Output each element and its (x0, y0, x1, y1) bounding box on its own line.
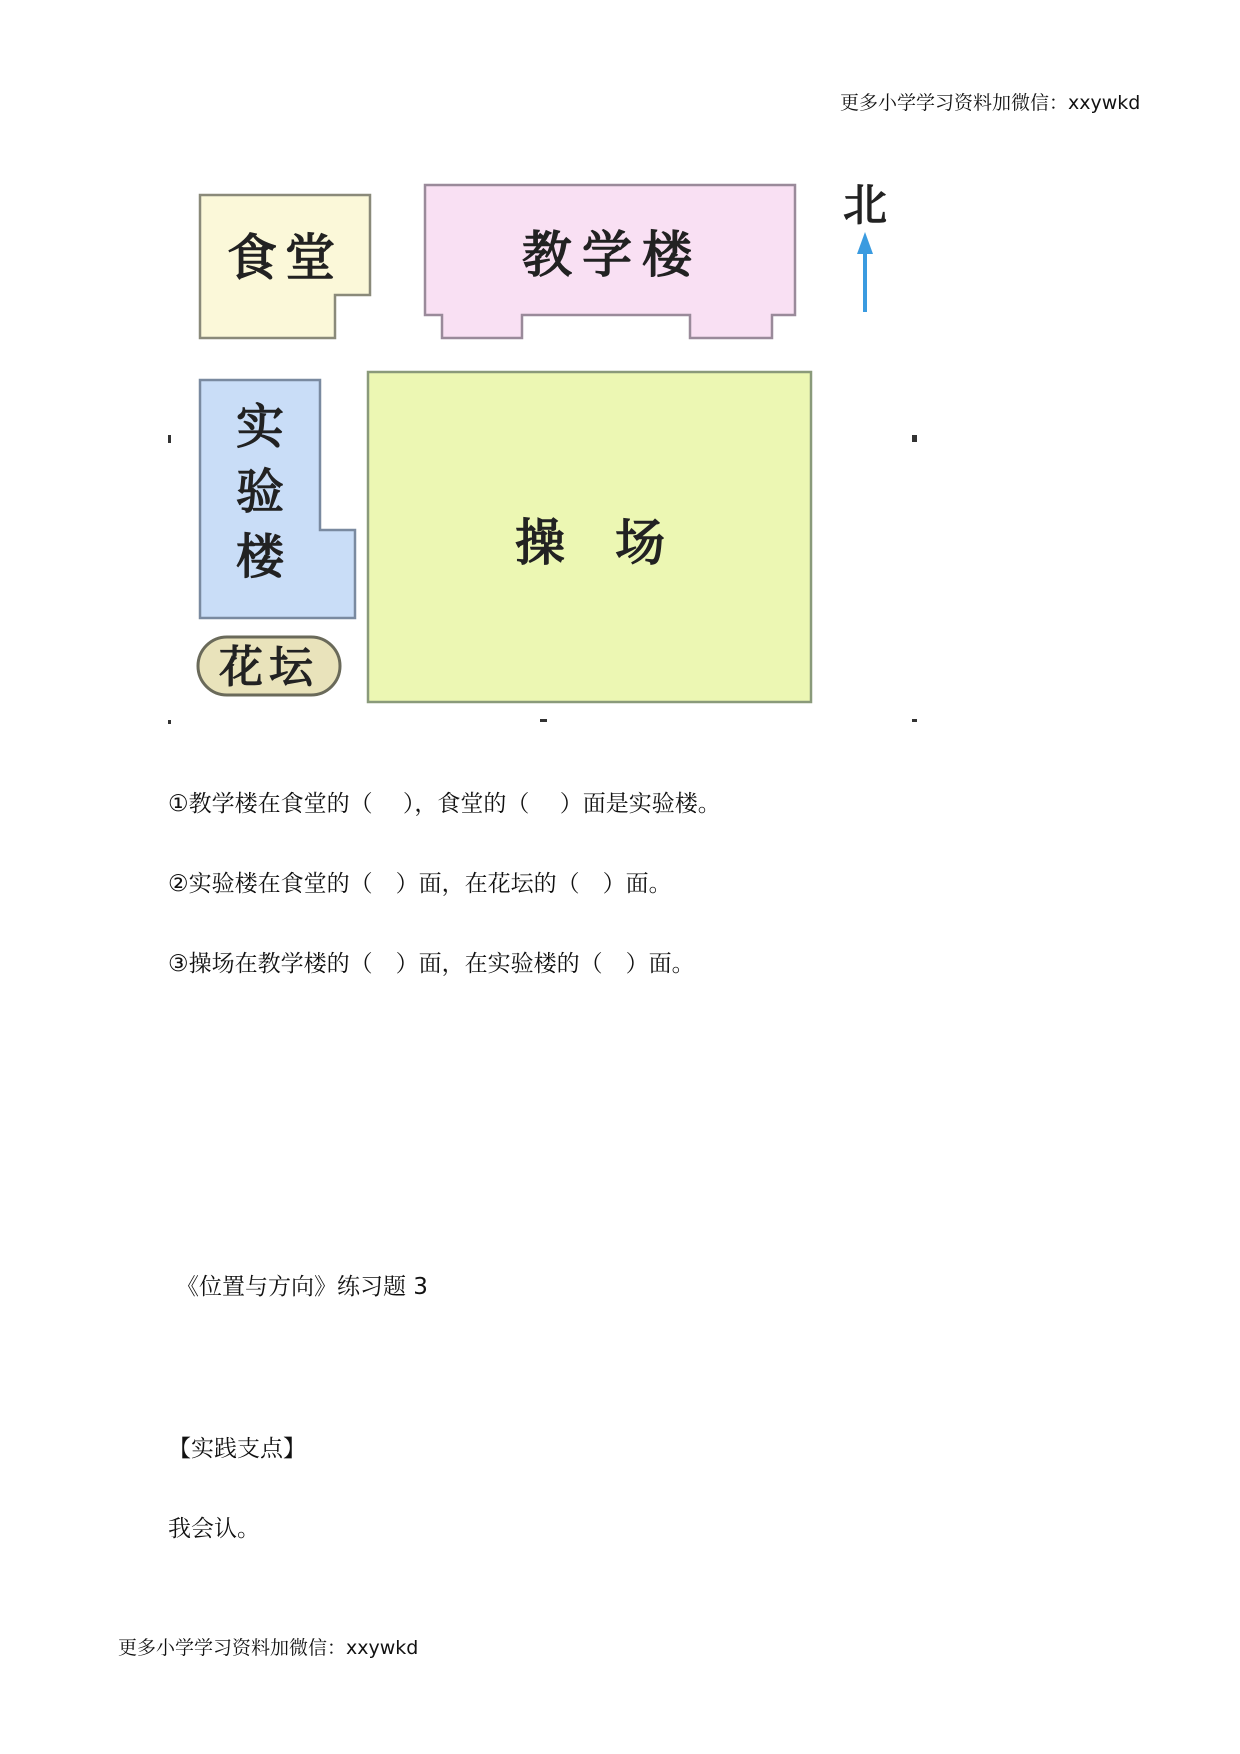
section-text: 我会认。 (168, 1516, 260, 1542)
section-title: 《位置与方向》练习题 3 (176, 1274, 428, 1300)
north-label: 北 (843, 180, 887, 231)
teaching-building-label: 教学楼 (522, 225, 702, 284)
scan-mark (912, 435, 917, 442)
scan-mark (168, 720, 171, 724)
lab-label-2: 验 (235, 464, 285, 520)
header-note: 更多小学学习资料加微信：xxywkd (840, 92, 1141, 114)
question-1: ①教学楼在食堂的（ ），食堂的（ ）面是实验楼。 (168, 791, 721, 817)
campus-map (160, 170, 920, 730)
playground-label: 操 场 (515, 513, 665, 572)
scan-mark (168, 435, 171, 443)
flowerbed-label: 花坛 (219, 642, 319, 693)
lab-label-1: 实 (235, 399, 285, 455)
section-label: 【实践支点】 (168, 1436, 306, 1462)
scan-mark (540, 719, 547, 722)
question-3: ③操场在教学楼的（ ）面，在实验楼的（ ）面。 (168, 951, 695, 977)
scan-mark (912, 719, 917, 722)
footer-note: 更多小学学习资料加微信：xxywkd (118, 1637, 419, 1659)
question-2: ②实验楼在食堂的（ ）面，在花坛的（ ）面。 (168, 871, 672, 897)
lab-label-3: 楼 (235, 529, 285, 585)
canteen-label: 食堂 (227, 228, 343, 287)
north-arrowhead-icon (857, 232, 873, 254)
